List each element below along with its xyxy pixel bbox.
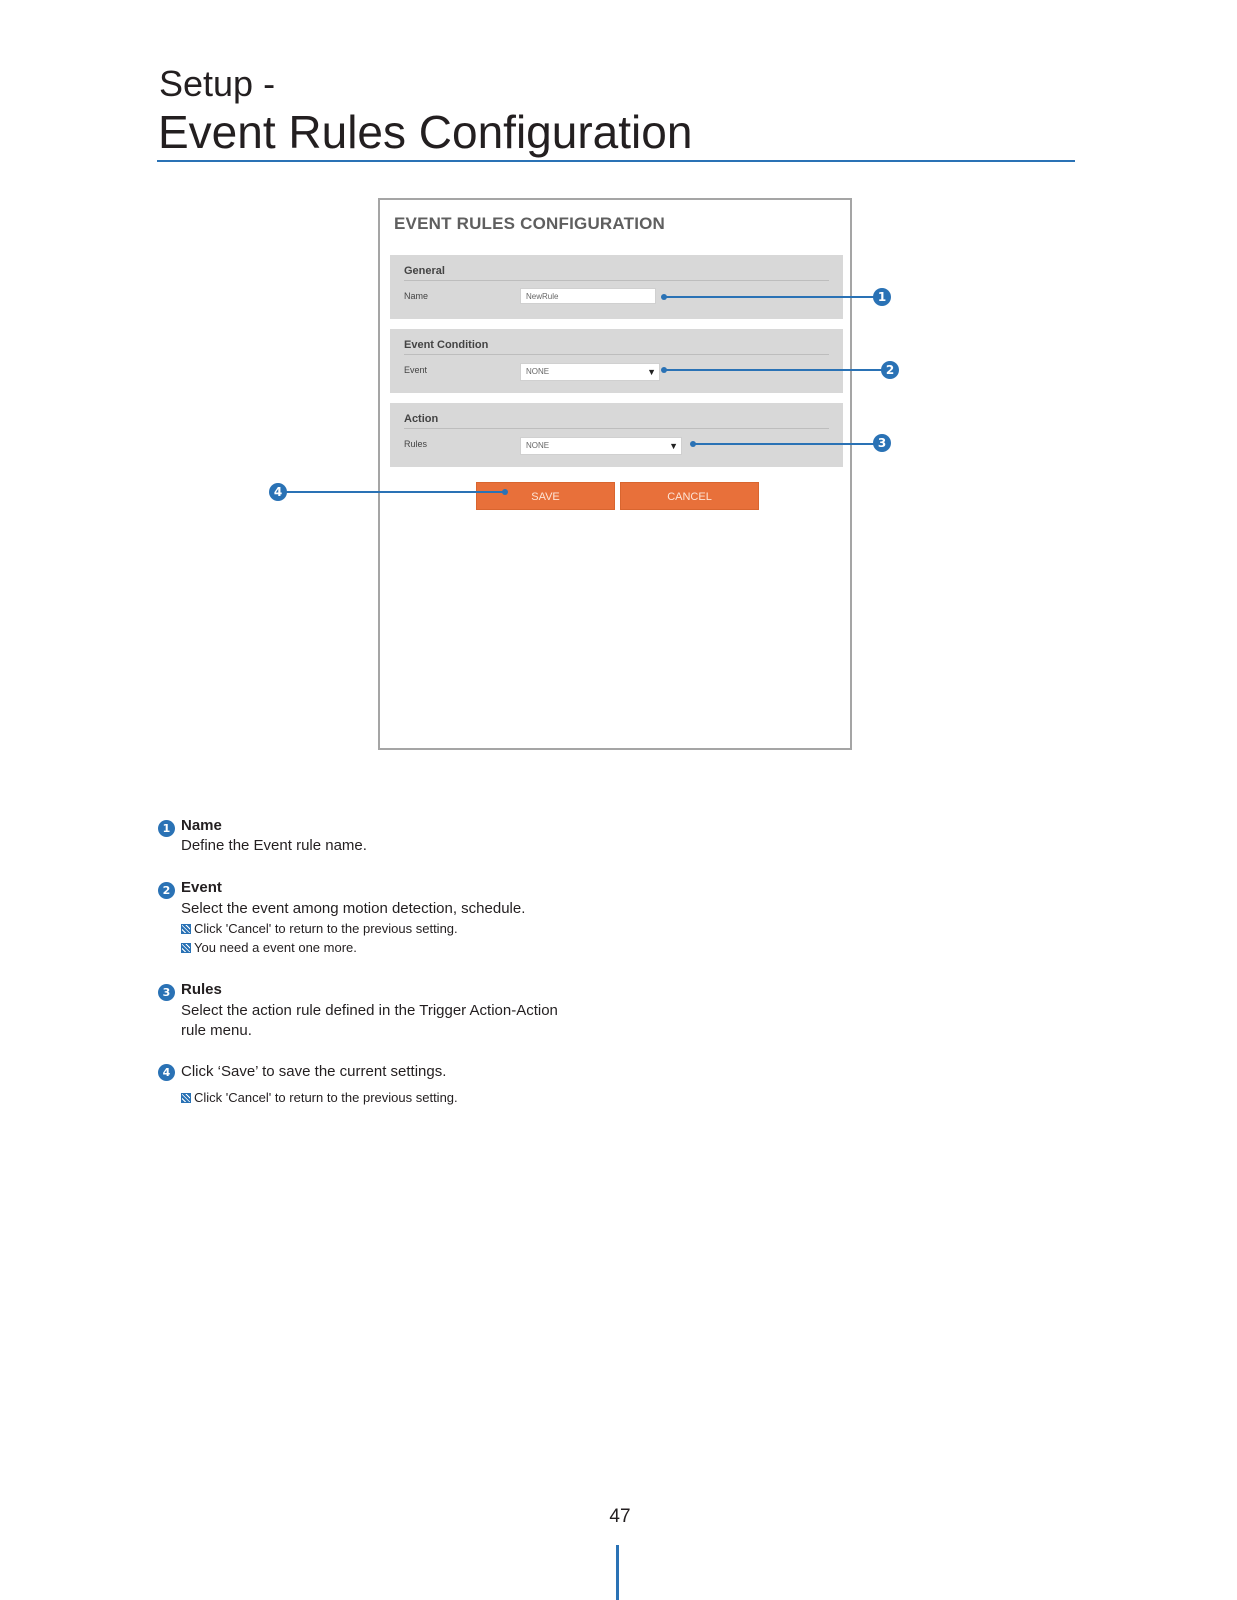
chevron-down-icon: ▼ [669, 441, 678, 451]
rules-select-value: NONE [526, 441, 550, 450]
chevron-down-icon: ▼ [647, 367, 656, 377]
desc-badge-2: 2 [158, 882, 175, 899]
general-panel [390, 255, 843, 319]
general-title: General [404, 265, 445, 277]
note-icon [181, 1093, 191, 1103]
callout-line [664, 296, 878, 298]
callout-badge-2: 2 [881, 361, 899, 379]
config-screenshot [378, 198, 852, 750]
page-bar [616, 1545, 619, 1600]
callout-dot [502, 489, 508, 495]
desc-text-name: Define the Event rule name. [181, 837, 367, 854]
desc-title-event: Event [181, 879, 222, 896]
callout-badge-3: 3 [873, 434, 891, 452]
page-subtitle: Setup - [159, 63, 276, 104]
desc-title-name: Name [181, 817, 222, 834]
title-rule [157, 160, 1075, 162]
note-icon [181, 943, 191, 953]
rules-select[interactable] [520, 437, 682, 455]
note [181, 921, 458, 936]
note [181, 940, 357, 955]
page-number: 47 [609, 1506, 631, 1527]
note-icon [181, 924, 191, 934]
divider [404, 354, 829, 355]
callout-badge-4: 4 [269, 483, 287, 501]
desc-text-event: Select the event among motion detection, schedule. [181, 900, 526, 917]
name-label: Name [404, 291, 429, 301]
cancel-button[interactable]: CANCEL [620, 482, 759, 510]
desc-text-save: Click ‘Save’ to save the current settings. [181, 1063, 447, 1080]
action-title: Action [404, 413, 439, 425]
event-condition-panel [390, 329, 843, 393]
divider [404, 280, 829, 281]
desc-text-rules-line1: Select the action rule defined in the Trigger Action-Action [181, 1002, 558, 1019]
page-title: Event Rules Configuration [158, 106, 693, 158]
callout-line [286, 491, 505, 493]
event-select[interactable] [520, 363, 660, 381]
event-condition-title: Event Condition [404, 339, 489, 351]
config-title: EVENT RULES CONFIGURATION [394, 214, 666, 233]
event-select-value: NONE [526, 367, 550, 376]
event-label: Event [404, 365, 428, 375]
callout-badge-1: 1 [873, 288, 891, 306]
rules-label: Rules [404, 439, 428, 449]
action-panel [390, 403, 843, 467]
note [181, 1090, 458, 1105]
desc-badge-1: 1 [158, 820, 175, 837]
callout-line [693, 443, 879, 445]
desc-title-rules: Rules [181, 981, 222, 998]
note-text: Click 'Cancel' to return to the previous setting. [194, 921, 458, 936]
name-input[interactable]: NewRule [520, 288, 656, 304]
desc-badge-3: 3 [158, 984, 175, 1001]
divider [404, 428, 829, 429]
save-button[interactable]: SAVE [476, 482, 615, 510]
desc-text-rules-line2: rule menu. [181, 1022, 252, 1039]
note-text: Click 'Cancel' to return to the previous setting. [194, 1090, 458, 1105]
callout-line [664, 369, 886, 371]
desc-badge-4: 4 [158, 1064, 175, 1081]
note-text: You need a event one more. [194, 940, 357, 955]
